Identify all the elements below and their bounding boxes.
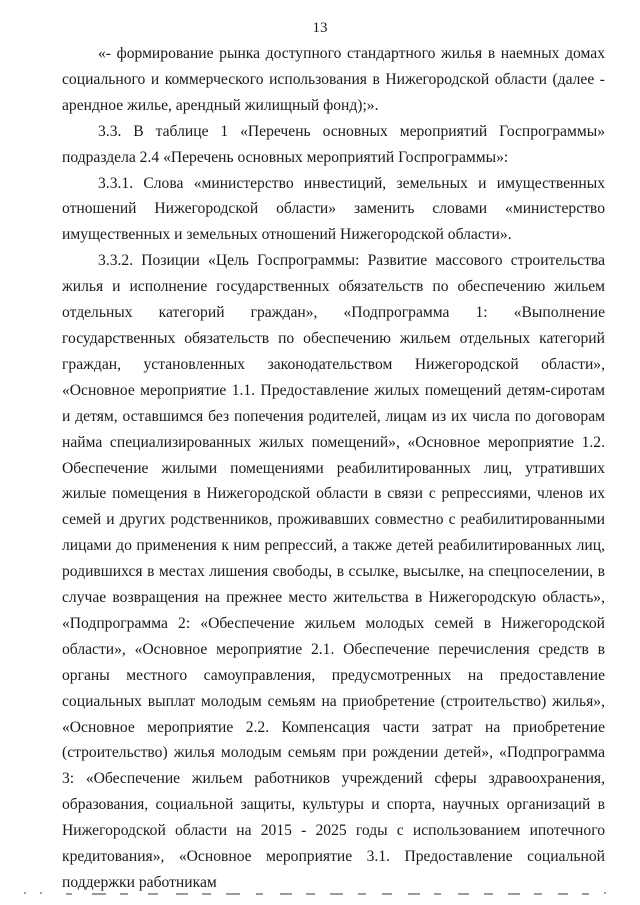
scan-speck xyxy=(558,893,568,895)
scan-speck xyxy=(358,893,366,895)
page-number: 13 xyxy=(312,20,328,36)
scan-speck xyxy=(458,893,469,895)
scan-speck xyxy=(330,893,343,895)
scan-speck xyxy=(434,893,441,895)
scan-speck xyxy=(66,893,72,895)
scan-speck xyxy=(484,893,493,895)
scan-speck xyxy=(202,893,211,895)
paragraph-3-3-2-program-positions: 3.3.2. Позиции «Цель Госпрограммы: Развитие массового строительства жилья и исполнение государственных обязательств по обеспечению жильем отдельных категорий граждан», «Подпрограмма 1: «Выполнение государственных обязательств по обеспечению жильем отдельных категорий граждан, установленных законодательством Нижегородской области», «Основное мероприятие 1.1. Предоставление жилых помещений детям-сиротам и детям, оставшимся без попечения родителей, лицам из их числа по договорам найма специализированных жилых помещений», «Основное мероприятие 1.2. Обеспечение жилыми помещениями реабилитированных лиц, утративших жилые помещения в Нижегородской области в связи с репрессиями, членов их семей и других родственников, проживавших совместно с реабилитированными лицами до применения к ним репрессий, а также детей реабилитированных лиц, родившихся в местах лишения свободы, в ссылке, высылке, на спецпоселении, в случае возвращения на прежнее место жительства в Нижегородскую область», «Подпрограмма 2: «Обеспечение жильем молодых семей в Нижегородской области», «Основное мероприятие 2.1. Обеспечение перечисления средств в органы местного самоуправления, предусмотренных на предоставление социальных выплат молодым семьям на приобретение (строительство) жилья», «Основное мероприятие 2.2. Компенсация части затрат на приобретение (строительство) жилья молодым семьям при рождении детей», «Подпрограмма 3: «Обеспечение жильем работников учреждений сферы здравоохранения, образования, социальной защиты, культуры и спорта, научных организаций в Нижегородской области на 2015 - 2025 годы с использованием ипотечного кредитования», «Основное мероприятие 3.1. Предоставление социальной поддержки работникам xyxy=(62,252,605,891)
scan-speck xyxy=(24,892,26,894)
scan-speck xyxy=(382,893,392,895)
scan-speck xyxy=(40,892,42,894)
scan-speck xyxy=(280,893,292,895)
scan-speck xyxy=(534,893,542,895)
scan-speck xyxy=(508,893,520,895)
document-body xyxy=(62,41,605,896)
scan-edge-artifacts xyxy=(0,884,640,904)
scan-speck xyxy=(176,893,188,895)
scan-speck xyxy=(306,893,315,895)
scan-speck xyxy=(92,893,106,895)
paragraph-3-3-1-ministry-rename: 3.3.1. Слова «министерство инвестиций, земельных и имущественных отношений Нижегородской области» заменить словами «министерство имущественных и земельных отношений Нижегородской области». xyxy=(62,174,605,244)
scan-speck xyxy=(604,892,606,894)
scan-speck xyxy=(226,893,240,895)
paragraph-3-3-table-1: 3.3. В таблице 1 «Перечень основных мероприятий Госпрограммы» подраздела 2.4 «Перечень основных мероприятий Госпрограммы»: xyxy=(62,122,605,166)
scan-speck xyxy=(148,893,158,895)
scan-speck xyxy=(120,893,128,895)
scan-speck xyxy=(408,893,420,895)
paragraph-rental-housing-market: «- формирование рынка доступного стандартного жилья в наемных домах социального и коммерческого использования в Нижегородской области (далее - арендное жилье, арендный жилищный фонд);». xyxy=(62,45,605,114)
scan-speck xyxy=(582,893,589,895)
scan-speck xyxy=(256,893,263,895)
